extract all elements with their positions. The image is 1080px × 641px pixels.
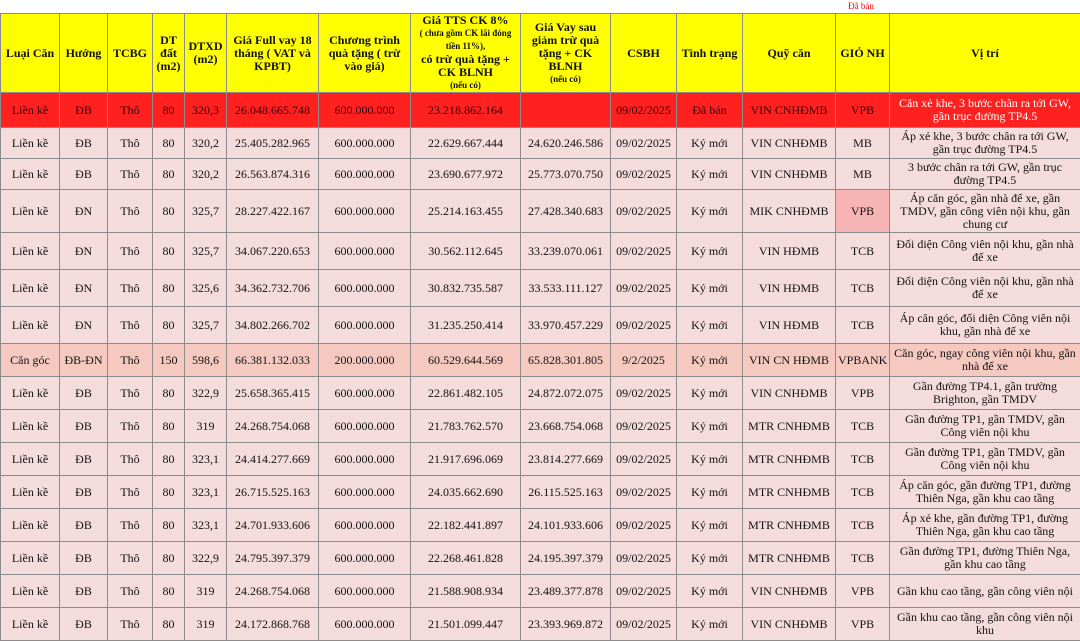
cell-bank[interactable]: VPB — [836, 608, 890, 641]
cell-csbh[interactable]: 09/02/2025 — [611, 233, 677, 270]
cell-loan-price[interactable]: 33.533.111.127 — [521, 270, 611, 307]
cell-tts-price[interactable]: 21.501.099.447 — [411, 608, 521, 641]
table-row[interactable] — [1, 233, 1080, 270]
cell-full-price[interactable]: 24.268.754.068 — [227, 410, 319, 443]
cell-build-area[interactable]: 320,2 — [185, 128, 227, 159]
cell-type[interactable]: Liền kề — [1, 476, 60, 509]
cell-csbh[interactable]: 09/02/2025 — [611, 93, 677, 128]
col-header-bank[interactable]: GIỎ NH — [836, 14, 890, 93]
cell-bank[interactable]: TCB — [836, 233, 890, 270]
cell-tcbg[interactable]: Thô — [108, 608, 153, 641]
cell-fund[interactable]: VIN HĐMB — [743, 233, 836, 270]
cell-full-price[interactable]: 24.414.277.669 — [227, 443, 319, 476]
cell-direction[interactable]: ĐB — [60, 128, 108, 159]
cell-bank[interactable]: TCB — [836, 307, 890, 344]
table-row[interactable] — [1, 128, 1080, 159]
cell-fund[interactable]: VIN CNHĐMB — [743, 575, 836, 608]
cell-tts-price[interactable]: 30.832.735.587 — [411, 270, 521, 307]
cell-land-area[interactable]: 80 — [153, 443, 185, 476]
cell-full-price[interactable]: 28.227.422.167 — [227, 190, 319, 233]
cell-gift[interactable]: 600.000.000 — [319, 608, 411, 641]
cell-build-area[interactable]: 320,2 — [185, 159, 227, 190]
cell-tcbg[interactable]: Thô — [108, 410, 153, 443]
cell-gift[interactable]: 600.000.000 — [319, 575, 411, 608]
cell-direction[interactable]: ĐB — [60, 608, 108, 641]
cell-gift[interactable]: 600.000.000 — [319, 542, 411, 575]
cell-location[interactable]: Gần đường TP1, gần TMDV, gần Công viên nội khu — [890, 410, 1080, 443]
cell-tcbg[interactable]: Thô — [108, 542, 153, 575]
cell-gift[interactable]: 600.000.000 — [319, 476, 411, 509]
cell-fund[interactable]: VIN CN HĐMB — [743, 344, 836, 377]
cell-tcbg[interactable]: Thô — [108, 476, 153, 509]
cell-gift[interactable]: 600.000.000 — [319, 128, 411, 159]
cell-type[interactable]: Liền kề — [1, 509, 60, 542]
cell-fund[interactable]: VIN HĐMB — [743, 270, 836, 307]
cell-type[interactable]: Căn góc — [1, 344, 60, 377]
col-header-land-area[interactable]: DT đất (m2) — [153, 14, 185, 93]
col-header-fund[interactable]: Quỹ căn — [743, 14, 836, 93]
cell-tcbg[interactable]: Thô — [108, 307, 153, 344]
cell-build-area[interactable]: 320,3 — [185, 93, 227, 128]
cell-status[interactable]: Ký mới — [677, 377, 743, 410]
cell-direction[interactable]: ĐB — [60, 93, 108, 128]
cell-location[interactable]: Gần khu cao tầng, gần công viên nội — [890, 575, 1080, 608]
table-row[interactable] — [1, 307, 1080, 344]
cell-bank[interactable]: VPB — [836, 93, 890, 128]
cell-fund[interactable]: MIK CNHĐMB — [743, 190, 836, 233]
cell-loan-price[interactable]: 23.668.754.068 — [521, 410, 611, 443]
cell-tcbg[interactable]: Thô — [108, 575, 153, 608]
cell-full-price[interactable]: 24.268.754.068 — [227, 575, 319, 608]
cell-gift[interactable]: 600.000.000 — [319, 190, 411, 233]
cell-full-price[interactable]: 34.802.266.702 — [227, 307, 319, 344]
header-row — [1, 14, 1080, 93]
cell-build-area[interactable]: 323,1 — [185, 509, 227, 542]
table-row[interactable] — [1, 476, 1080, 509]
cell-csbh[interactable]: 09/02/2025 — [611, 608, 677, 641]
cell-status[interactable]: Ký mới — [677, 190, 743, 233]
cell-status[interactable]: Ký mới — [677, 509, 743, 542]
table-row[interactable] — [1, 344, 1080, 377]
cell-direction[interactable]: ĐB — [60, 159, 108, 190]
cell-build-area[interactable]: 319 — [185, 608, 227, 641]
cell-tts-price[interactable]: 24.035.662.690 — [411, 476, 521, 509]
cell-build-area[interactable]: 325,6 — [185, 270, 227, 307]
cell-tcbg[interactable]: Thô — [108, 270, 153, 307]
col-header-loan-price[interactable] — [521, 14, 611, 93]
cell-status[interactable]: Ký mới — [677, 307, 743, 344]
cell-tts-price[interactable]: 23.690.677.972 — [411, 159, 521, 190]
cell-loan-price[interactable]: 23.489.377.878 — [521, 575, 611, 608]
cell-loan-price[interactable] — [521, 93, 611, 128]
cell-loan-price[interactable]: 33.970.457.229 — [521, 307, 611, 344]
cell-fund[interactable]: VIN CNHĐMB — [743, 159, 836, 190]
cell-fund[interactable]: VIN CNHĐMB — [743, 608, 836, 641]
cell-bank[interactable]: VPBANK — [836, 344, 890, 377]
table-row[interactable] — [1, 93, 1080, 128]
cell-gift[interactable]: 600.000.000 — [319, 377, 411, 410]
cell-direction[interactable]: ĐB — [60, 476, 108, 509]
col-header-tts-price[interactable] — [411, 14, 521, 93]
cell-full-price[interactable]: 66.381.132.033 — [227, 344, 319, 377]
cell-fund[interactable]: MTR CNHĐMB — [743, 509, 836, 542]
cell-bank[interactable]: VPB — [836, 575, 890, 608]
cell-location[interactable]: Gần đường TP1, đường Thiên Nga, gần khu cao tầng — [890, 542, 1080, 575]
cell-direction[interactable]: ĐB — [60, 410, 108, 443]
cell-loan-price[interactable]: 24.195.397.379 — [521, 542, 611, 575]
cell-csbh[interactable]: 09/02/2025 — [611, 410, 677, 443]
cell-land-area[interactable]: 80 — [153, 159, 185, 190]
cell-tts-price[interactable]: 22.629.667.444 — [411, 128, 521, 159]
cell-tts-price[interactable]: 30.562.112.645 — [411, 233, 521, 270]
cell-build-area[interactable]: 322,9 — [185, 542, 227, 575]
cell-land-area[interactable]: 80 — [153, 575, 185, 608]
cell-full-price[interactable]: 34.362.732.706 — [227, 270, 319, 307]
cell-tts-price[interactable]: 22.268.461.828 — [411, 542, 521, 575]
cell-direction[interactable]: ĐN — [60, 233, 108, 270]
cell-build-area[interactable]: 323,1 — [185, 476, 227, 509]
cell-full-price[interactable]: 25.658.365.415 — [227, 377, 319, 410]
cell-type[interactable]: Liền kề — [1, 128, 60, 159]
cell-location[interactable]: Căn xẻ khe, 3 bước chân ra tới GW, gần trục đường TP4.5 — [890, 93, 1080, 128]
cell-fund[interactable]: VIN CNHĐMB — [743, 128, 836, 159]
cell-gift[interactable]: 600.000.000 — [319, 159, 411, 190]
cell-land-area[interactable]: 80 — [153, 476, 185, 509]
cell-csbh[interactable]: 09/02/2025 — [611, 190, 677, 233]
cell-tcbg[interactable]: Thô — [108, 377, 153, 410]
cell-land-area[interactable]: 80 — [153, 410, 185, 443]
cell-location[interactable]: Áp căn góc, đối diện Công viên nội khu, gần nhà để xe — [890, 307, 1080, 344]
col-header-tcbg[interactable]: TCBG — [108, 14, 153, 93]
cell-status[interactable]: Ký mới — [677, 159, 743, 190]
cell-location[interactable]: 3 bước chân ra tới GW, gần trục đường TP4.5 — [890, 159, 1080, 190]
cell-tts-price[interactable]: 31.235.250.414 — [411, 307, 521, 344]
cell-status[interactable]: Ký mới — [677, 128, 743, 159]
table-row[interactable] — [1, 410, 1080, 443]
cell-type[interactable]: Liền kề — [1, 377, 60, 410]
cell-tts-price[interactable]: 25.214.163.455 — [411, 190, 521, 233]
cell-gift[interactable]: 200.000.000 — [319, 344, 411, 377]
cell-full-price[interactable]: 34.067.220.653 — [227, 233, 319, 270]
cell-full-price[interactable]: 24.172.868.768 — [227, 608, 319, 641]
cell-loan-price[interactable]: 24.872.072.075 — [521, 377, 611, 410]
cell-status[interactable]: Ký mới — [677, 542, 743, 575]
cell-type[interactable]: Liền kề — [1, 443, 60, 476]
cell-type[interactable]: Liền kề — [1, 190, 60, 233]
cell-loan-price[interactable]: 65.828.301.805 — [521, 344, 611, 377]
table-row[interactable] — [1, 443, 1080, 476]
col-header-direction[interactable]: Hướng — [60, 14, 108, 93]
cell-bank[interactable]: VPB — [836, 190, 890, 233]
cell-bank[interactable]: TCB — [836, 410, 890, 443]
cell-full-price[interactable]: 26.563.874.316 — [227, 159, 319, 190]
cell-csbh[interactable]: 09/02/2025 — [611, 128, 677, 159]
cell-csbh[interactable]: 09/02/2025 — [611, 377, 677, 410]
loan-header-line1: Giá Vay sau giảm trừ quà tặng + CK BLNH — [523, 21, 608, 73]
cell-type[interactable]: Liền kề — [1, 575, 60, 608]
cell-tts-price[interactable]: 23.218.862.164 — [411, 93, 521, 128]
cell-csbh[interactable]: 09/02/2025 — [611, 476, 677, 509]
cell-build-area[interactable]: 325,7 — [185, 307, 227, 344]
cell-csbh[interactable]: 09/02/2025 — [611, 270, 677, 307]
cell-full-price[interactable]: 26.048.665.748 — [227, 93, 319, 128]
cell-build-area[interactable]: 322,9 — [185, 377, 227, 410]
cell-type[interactable]: Liền kề — [1, 159, 60, 190]
cell-loan-price[interactable]: 23.393.969.872 — [521, 608, 611, 641]
cell-tts-price[interactable]: 22.861.482.105 — [411, 377, 521, 410]
cell-loan-price[interactable]: 23.814.277.669 — [521, 443, 611, 476]
cell-build-area[interactable]: 319 — [185, 575, 227, 608]
cell-csbh[interactable]: 09/02/2025 — [611, 575, 677, 608]
cell-direction[interactable]: ĐN — [60, 307, 108, 344]
table-row[interactable] — [1, 608, 1080, 641]
cell-full-price[interactable]: 24.701.933.606 — [227, 509, 319, 542]
table-row[interactable] — [1, 270, 1080, 307]
table-row[interactable] — [1, 542, 1080, 575]
cell-build-area[interactable]: 323,1 — [185, 443, 227, 476]
cell-tcbg[interactable]: Thô — [108, 93, 153, 128]
cell-land-area[interactable]: 80 — [153, 233, 185, 270]
cell-gift[interactable]: 600.000.000 — [319, 410, 411, 443]
cell-direction[interactable]: ĐB-ĐN — [60, 344, 108, 377]
cell-land-area[interactable]: 80 — [153, 128, 185, 159]
cell-tcbg[interactable]: Thô — [108, 190, 153, 233]
cell-gift[interactable]: 600.000.000 — [319, 233, 411, 270]
cell-tcbg[interactable]: Thô — [108, 344, 153, 377]
cell-land-area[interactable]: 150 — [153, 344, 185, 377]
cell-csbh[interactable]: 09/02/2025 — [611, 542, 677, 575]
cell-gift[interactable]: 600.000.000 — [319, 270, 411, 307]
cell-build-area[interactable]: 319 — [185, 410, 227, 443]
cell-tcbg[interactable]: Thô — [108, 159, 153, 190]
cell-bank[interactable]: TCB — [836, 509, 890, 542]
table-row[interactable] — [1, 575, 1080, 608]
col-header-type[interactable]: Luại Căn — [1, 14, 60, 93]
cell-tts-price[interactable]: 21.588.908.934 — [411, 575, 521, 608]
cell-tts-price[interactable]: 21.917.696.069 — [411, 443, 521, 476]
cell-land-area[interactable]: 80 — [153, 190, 185, 233]
cell-gift[interactable]: 600.000.000 — [319, 509, 411, 542]
tts-header-line2: ( chưa gồm CK lãi đóng tiền 11%), — [413, 27, 518, 53]
cell-status[interactable]: Ký mới — [677, 233, 743, 270]
cell-location[interactable]: Gần đường TP1, gần TMDV, gần Công viên nội khu — [890, 443, 1080, 476]
cell-direction[interactable]: ĐB — [60, 509, 108, 542]
cell-fund[interactable]: MTR CNHĐMB — [743, 542, 836, 575]
cell-type[interactable]: Liền kề — [1, 608, 60, 641]
cell-status[interactable]: Ký mới — [677, 344, 743, 377]
cell-csbh[interactable]: 09/02/2025 — [611, 443, 677, 476]
cell-tts-price[interactable]: 21.783.762.570 — [411, 410, 521, 443]
cell-status[interactable]: Ký mới — [677, 608, 743, 641]
cell-loan-price[interactable]: 24.620.246.586 — [521, 128, 611, 159]
cell-direction[interactable]: ĐN — [60, 190, 108, 233]
cell-type[interactable]: Liền kề — [1, 93, 60, 128]
cell-bank[interactable]: VPB — [836, 377, 890, 410]
cell-direction[interactable]: ĐB — [60, 542, 108, 575]
cell-type[interactable]: Liền kề — [1, 410, 60, 443]
cell-tcbg[interactable]: Thô — [108, 509, 153, 542]
cell-gift[interactable]: 600.000.000 — [319, 443, 411, 476]
cell-gift[interactable]: 600.000.000 — [319, 93, 411, 128]
cell-status[interactable]: Ký mới — [677, 410, 743, 443]
cell-location[interactable]: Áp xẻ khe, gần đường TP1, đường Thiên Nga, gần khu cao tầng — [890, 509, 1080, 542]
cell-fund[interactable]: VIN CNHĐMB — [743, 377, 836, 410]
cell-status[interactable]: Đã bán — [677, 93, 743, 128]
cell-loan-price[interactable]: 33.239.070.061 — [521, 233, 611, 270]
cell-bank[interactable]: TCB — [836, 542, 890, 575]
cell-type[interactable]: Liền kề — [1, 307, 60, 344]
col-header-location[interactable]: Vị trí — [890, 14, 1080, 93]
cell-location[interactable]: Căn góc, ngay công viên nội khu, gần nhà để xe — [890, 344, 1080, 377]
cell-build-area[interactable]: 598,6 — [185, 344, 227, 377]
table-row[interactable] — [1, 190, 1080, 233]
cell-fund[interactable]: VIN CNHĐMB — [743, 93, 836, 128]
cell-tts-price[interactable]: 22.182.441.897 — [411, 509, 521, 542]
cell-type[interactable]: Liền kề — [1, 233, 60, 270]
table-row[interactable] — [1, 509, 1080, 542]
cell-status[interactable]: Ký mới — [677, 476, 743, 509]
cell-status[interactable]: Ký mới — [677, 270, 743, 307]
table-row[interactable] — [1, 377, 1080, 410]
cell-location[interactable]: Đối diện Công viên nội khu, gần nhà để xe — [890, 233, 1080, 270]
cell-csbh[interactable]: 09/02/2025 — [611, 159, 677, 190]
cell-loan-price[interactable]: 26.115.525.163 — [521, 476, 611, 509]
cell-land-area[interactable]: 80 — [153, 93, 185, 128]
cell-full-price[interactable]: 24.795.397.379 — [227, 542, 319, 575]
tts-header-line3: có trừ quà tặng + CK BLNH — [413, 53, 518, 79]
cell-location[interactable]: Áp căn góc, gần đường TP1, đường Thiên Nga, gần khu cao tầng — [890, 476, 1080, 509]
cell-tts-price[interactable]: 60.529.644.569 — [411, 344, 521, 377]
cell-direction[interactable]: ĐB — [60, 575, 108, 608]
col-header-build-area[interactable]: DTXD (m2) — [185, 14, 227, 93]
cell-csbh[interactable]: 9/2/2025 — [611, 344, 677, 377]
cell-build-area[interactable]: 325,7 — [185, 233, 227, 270]
cell-direction[interactable]: ĐB — [60, 443, 108, 476]
cell-land-area[interactable]: 80 — [153, 270, 185, 307]
cell-location[interactable]: Áp căn góc, gần nhà để xe, gần TMDV, gần công viên nội khu, gần chung cư — [890, 190, 1080, 233]
cell-bank[interactable]: MB — [836, 128, 890, 159]
cell-type[interactable]: Liền kề — [1, 270, 60, 307]
cell-land-area[interactable]: 80 — [153, 542, 185, 575]
cell-full-price[interactable]: 25.405.282.965 — [227, 128, 319, 159]
col-header-status[interactable]: Tình trạng — [677, 14, 743, 93]
sold-label: Đã bán — [834, 0, 888, 13]
cell-build-area[interactable]: 325,7 — [185, 190, 227, 233]
cell-loan-price[interactable]: 25.773.070.750 — [521, 159, 611, 190]
col-header-gift[interactable]: Chương trình quà tặng ( trừ vào giá) — [319, 14, 411, 93]
cell-bank[interactable]: TCB — [836, 270, 890, 307]
cell-status[interactable]: Ký mới — [677, 443, 743, 476]
cell-tcbg[interactable]: Thô — [108, 128, 153, 159]
tts-header-line1: Giá TTS CK 8% — [413, 14, 518, 27]
cell-location[interactable]: Áp xẻ khe, 3 bước chân ra tới GW, gần trục đường TP4.5 — [890, 128, 1080, 159]
tts-header-line4: (nếu có) — [413, 79, 518, 92]
cell-fund[interactable]: MTR CNHĐMB — [743, 443, 836, 476]
property-table — [0, 13, 1080, 641]
cell-bank[interactable]: TCB — [836, 443, 890, 476]
cell-location[interactable]: Gần khu cao tầng, gần công viên nội khu — [890, 608, 1080, 641]
cell-location[interactable]: Đối diện Công viên nội khu, gần nhà để xe — [890, 270, 1080, 307]
cell-tcbg[interactable]: Thô — [108, 233, 153, 270]
loan-header-line2: (nếu có) — [523, 73, 608, 86]
cell-gift[interactable]: 600.000.000 — [319, 307, 411, 344]
cell-loan-price[interactable]: 27.428.340.683 — [521, 190, 611, 233]
cell-full-price[interactable]: 26.715.525.163 — [227, 476, 319, 509]
cell-type[interactable]: Liền kề — [1, 542, 60, 575]
cell-land-area[interactable]: 80 — [153, 307, 185, 344]
cell-land-area[interactable]: 80 — [153, 608, 185, 641]
table-row[interactable] — [1, 159, 1080, 190]
cell-fund[interactable]: MTR CNHĐMB — [743, 476, 836, 509]
top-bar — [0, 0, 1080, 13]
cell-fund[interactable]: MTR CNHĐMB — [743, 410, 836, 443]
col-header-full-price[interactable]: Giá Full vay 18 tháng ( VAT và KPBT) — [227, 14, 319, 93]
cell-tcbg[interactable]: Thô — [108, 443, 153, 476]
cell-bank[interactable]: MB — [836, 159, 890, 190]
cell-csbh[interactable]: 09/02/2025 — [611, 509, 677, 542]
cell-csbh[interactable]: 09/02/2025 — [611, 307, 677, 344]
cell-location[interactable]: Gần đường TP4.1, gần trường Brighton, gần TMDV — [890, 377, 1080, 410]
col-header-csbh[interactable]: CSBH — [611, 14, 677, 93]
cell-land-area[interactable]: 80 — [153, 377, 185, 410]
cell-direction[interactable]: ĐN — [60, 270, 108, 307]
cell-direction[interactable]: ĐB — [60, 377, 108, 410]
cell-fund[interactable]: VIN HĐMB — [743, 307, 836, 344]
cell-loan-price[interactable]: 24.101.933.606 — [521, 509, 611, 542]
cell-status[interactable]: Ký mới — [677, 575, 743, 608]
cell-land-area[interactable]: 80 — [153, 509, 185, 542]
cell-bank[interactable]: TCB — [836, 476, 890, 509]
